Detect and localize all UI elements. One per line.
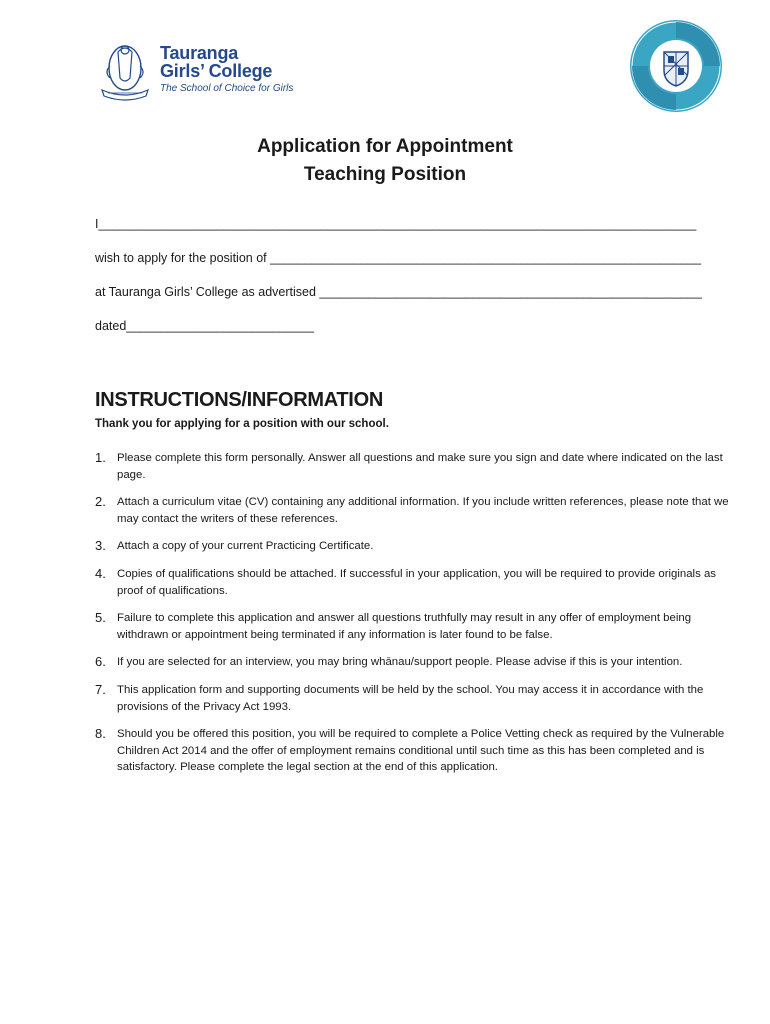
list-item bbox=[95, 538, 730, 555]
list-item-text: If you are selected for an interview, you may bring whānau/support people. Please advise if this is your intention. bbox=[117, 656, 683, 669]
list-item bbox=[95, 610, 730, 643]
list-item-text: Please complete this form personally. Answer all questions and make sure you sign and date where indicated on the last page. bbox=[117, 452, 723, 481]
instructions-heading: INSTRUCTIONS/INFORMATION bbox=[95, 389, 383, 411]
title-line-2: Teaching Position bbox=[303, 164, 467, 185]
page-header bbox=[96, 36, 726, 116]
title-line-1: Application for Appointment bbox=[257, 136, 513, 157]
list-item-number: 7. bbox=[95, 681, 106, 697]
list-item-text: Attach a curriculum vitae (CV) containing any additional information. If you include written references, please note that we may contact the writers of these references. bbox=[117, 496, 729, 525]
list-item-text: Copies of qualifications should be attached. If successful in your application, you will be required to provide originals as proof of qualifications. bbox=[117, 567, 716, 597]
dated-line[interactable]: dated___________________________ bbox=[95, 319, 314, 333]
school-crest-icon bbox=[96, 38, 154, 102]
school-values-seal-icon bbox=[626, 16, 726, 116]
list-item-number: 5. bbox=[95, 610, 106, 626]
list-item bbox=[95, 450, 730, 483]
applicant-name-line[interactable]: I______________________________________________________________________________________ bbox=[95, 217, 697, 231]
list-item-number: 1. bbox=[95, 450, 106, 465]
list-item-number: 3. bbox=[95, 538, 106, 554]
list-item-number: 8. bbox=[95, 726, 106, 742]
list-item-number: 6. bbox=[95, 654, 106, 670]
list-item-number: 2. bbox=[95, 494, 106, 510]
list-item bbox=[95, 682, 730, 715]
advertised-line[interactable]: at Tauranga Girls’ College as advertised _______________________________________________________ bbox=[95, 285, 702, 299]
list-item bbox=[95, 726, 730, 776]
list-item bbox=[95, 654, 730, 671]
school-logo-text bbox=[160, 44, 293, 94]
document-title bbox=[0, 133, 770, 189]
list-item-number: 4. bbox=[95, 565, 106, 581]
school-name-line2: Girls’ College bbox=[160, 61, 273, 81]
school-logo bbox=[96, 38, 293, 102]
position-line[interactable]: wish to apply for the position of ______________________________________________________________ bbox=[95, 251, 702, 265]
school-name-line1: Tauranga bbox=[160, 43, 239, 63]
list-item bbox=[95, 494, 730, 527]
list-item-text: This application form and supporting documents will be held by the school. You may access it in accordance with the provisions of the Privacy Act 1993. bbox=[117, 683, 704, 713]
list-item-text: Should you be offered this position, you will be required to complete a Police Vetting check as required by the Vulnerable Children Act 2014 and the offer of employment remains conditional until such time as this has been completed and is satisfactory. Please complete the legal section at the end of this application. bbox=[117, 728, 725, 774]
list-item bbox=[95, 566, 730, 599]
instructions-subheading: Thank you for applying for a position with our school. bbox=[95, 418, 389, 430]
list-item-text: Attach a copy of your current Practicing Certificate. bbox=[117, 540, 374, 553]
list-item-text: Failure to complete this application and answer all questions truthfully may result in any offer of employment being withdrawn or appointment being terminated if any information is later found to be false. bbox=[117, 612, 692, 641]
school-tagline: The School of Choice for Girls bbox=[160, 83, 294, 94]
instructions-list bbox=[95, 450, 730, 787]
